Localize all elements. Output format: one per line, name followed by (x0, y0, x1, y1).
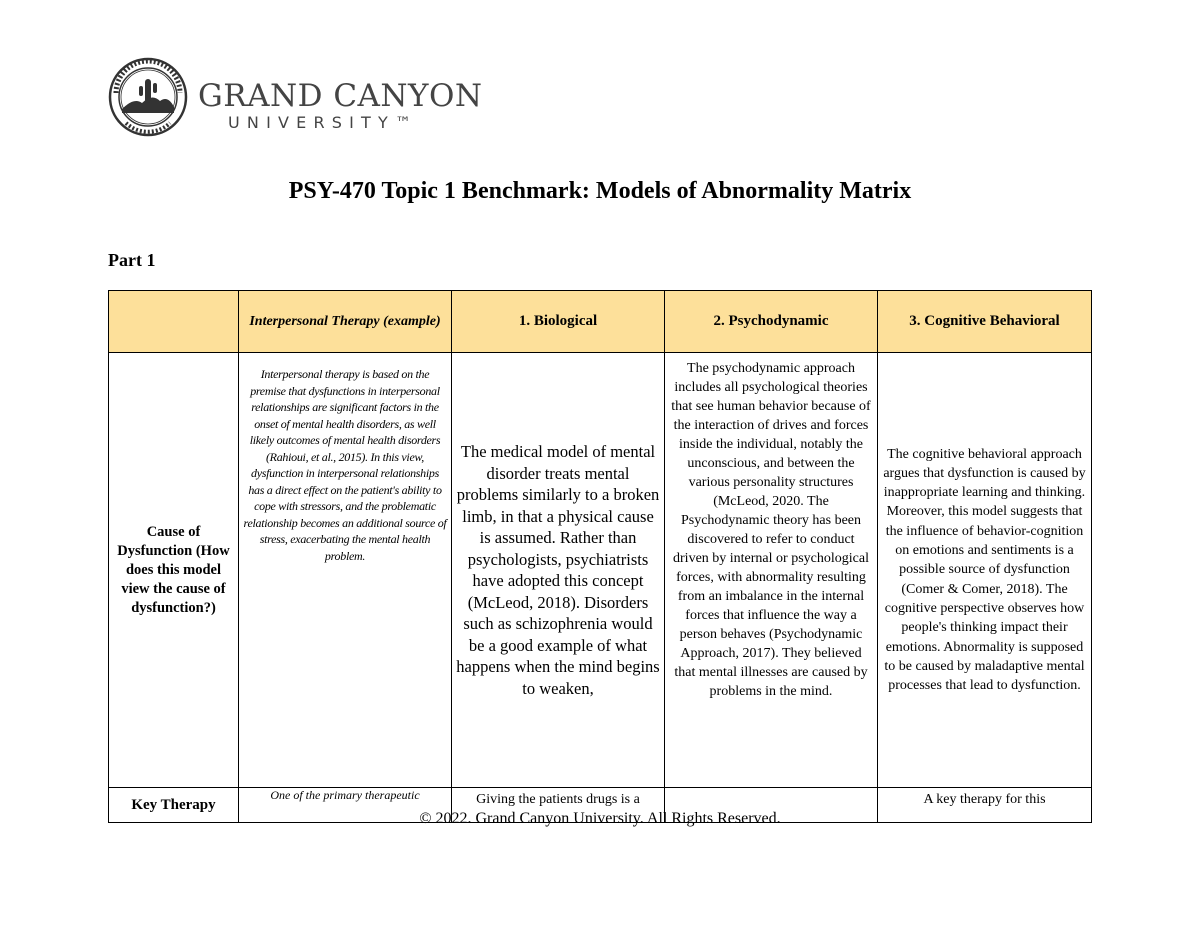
copyright-footer: © 2022. Grand Canyon University. All Rights Reserved. (419, 810, 781, 827)
models-matrix-table (108, 290, 1092, 823)
gcu-logo (108, 57, 488, 139)
cell-interpersonal-cause: Interpersonal therapy is based on the premise that dysfunctions in interpersonal relationships are significant factors in the onset of mental health disorders, as well likely outcomes of mental health disorders (Rahioui, et al., 2015). In this view, dysfunction in interpersonal relationships has a direct effect on the patient's ability to cope with stressors, and the problematic relationship becomes an additional source of stress, exacerbating the mental health problem. (239, 353, 452, 788)
logo-name: GRAND CANYON (198, 78, 483, 114)
header-interpersonal-therapy: Interpersonal Therapy (example) (239, 291, 452, 353)
table-row (109, 353, 1092, 788)
row-label-cause-of-dysfunction: Cause of Dysfunction (How does this model view the cause of dysfunction?) (109, 353, 239, 788)
cell-psychodynamic-cause-text: The psychodynamic approach includes all psychological theories that see human behavior because of the interaction of drives and forces inside the individual, notably the unconscious, and between the various personality structures (McLeod, 2020. The Psychodynamic theory has been discovered to refer to conduct driven by internal or psychological forces, with abnormality resulting from an imbalance in the internal forces that influence the way a person behaves (Psychodynamic Approach, 2017). They believed that mental illnesses are caused by problems in the mind. (671, 361, 871, 699)
cell-biological-cause: The medical model of mental disorder treats mental problems similarly to a broken limb, in that a physical cause is assumed. Rather than psychologists, psychiatrists have adopted this concept (McLeod, 2018). Disorders such as schizophrenia would be a good example of what happens when the mind begins to weaken, (452, 353, 665, 788)
page-title: PSY-470 Topic 1 Benchmark: Models of Abnormality Matrix (288, 178, 912, 204)
part-heading: Part 1 (108, 250, 156, 270)
cell-cognitive-therapy: A key therapy for this (878, 788, 1092, 823)
table-header-row (109, 291, 1092, 353)
header-biological: 1. Biological (452, 291, 665, 353)
header-corner-cell (109, 291, 239, 353)
row-label-key-therapy: Key Therapy (109, 788, 239, 823)
header-psychodynamic: 2. Psychodynamic (665, 291, 878, 353)
logo-subtitle: UNIVERSITY™ (228, 113, 419, 132)
header-cognitive-behavioral: 3. Cognitive Behavioral (878, 291, 1092, 353)
cell-cognitive-cause: The cognitive behavioral approach argues that dysfunction is caused by inappropriate learning and thinking. Moreover, this model suggests that the influence of behavior-cognition on emotions and sentiments is a possible source of dysfunction (Comer & Comer, 2018). The cognitive perspective observes how people's thinking impact their emotions. Abnormality is supposed to be caused by maladaptive mental processes that lead to dysfunction. (878, 353, 1092, 788)
cell-psychodynamic-cause (665, 353, 878, 788)
university-seal-icon (108, 57, 188, 137)
cell-interpersonal-therapy: One of the primary therapeutic (239, 788, 452, 823)
cell-biological-therapy: Giving the patients drugs is a (452, 788, 665, 823)
